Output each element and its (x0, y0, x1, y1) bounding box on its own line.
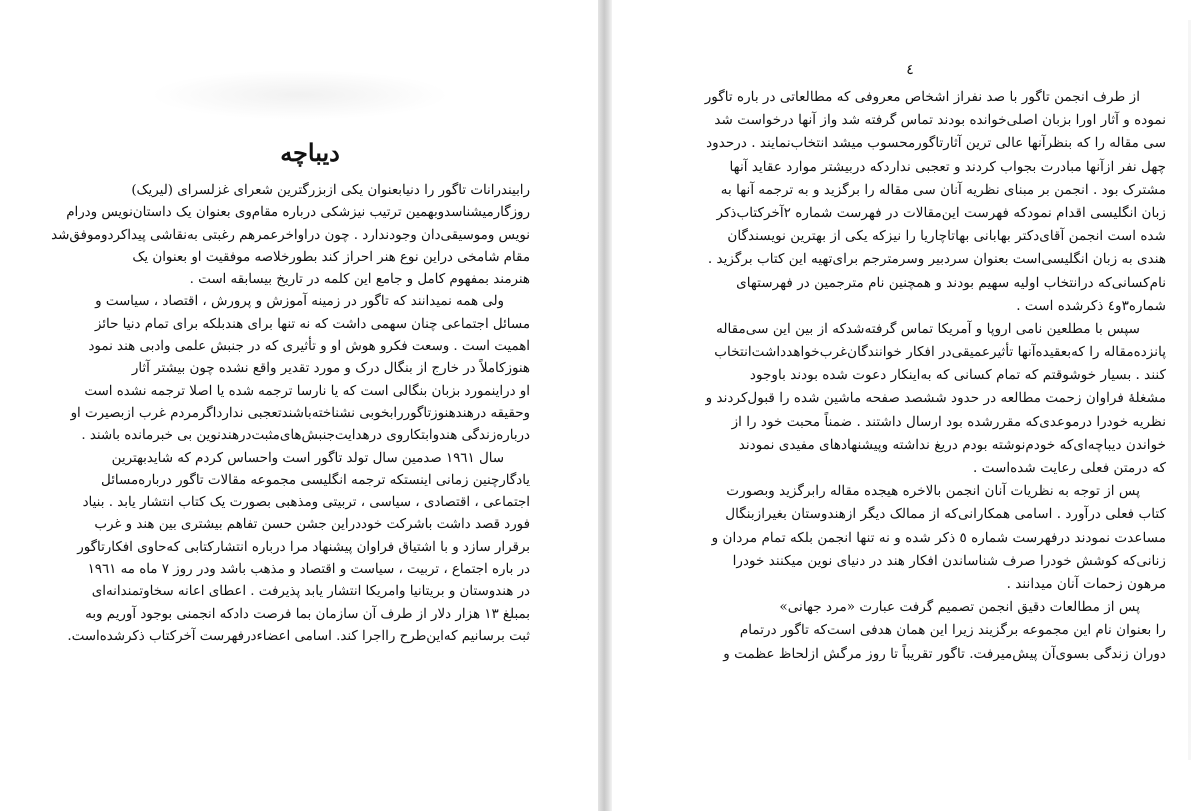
text-line: مرهون زحمات آنان میدانند . (1006, 575, 1166, 592)
right-page-text (664, 86, 1166, 666)
text-line: هنوزکاملاً در خارج از بنگال درک و مورد تقدیر واقع نشده چون بیشتر آثار (131, 361, 530, 377)
left-page (0, 0, 598, 811)
text-line: سپس با مطلعین نامی اروپا و آمریکا تماس گرفته‌شدکه از بین این سی‌مقاله (716, 320, 1140, 337)
text-line: فورد قصد داشت باشرکت خوددراین جشن حسن تفاهم بیشتری بین هند و غرب (94, 517, 530, 533)
text-line: مساعدت نمودند درفهرست شماره ٥ ذکر شده و نه تنها انجمن بلکه تمام مردان و (711, 529, 1166, 546)
text-line: مسائل اجتماعی چنان سهمی داشت که نه تنها برای هندبلکه برای تمام دنیا حائز (94, 316, 530, 332)
text-line: نویس وموسیقی‌دان وجودندارد . چون دراواخرعمرهم رغبتی به‌نقاشی پیداکردوموفق‌شد (51, 227, 530, 243)
text-line: زنانی‌که کوشش خودرا صرف شناساندن افکار هند در دنیای نوین میکنند خودرا (732, 552, 1166, 569)
scan-edge (1188, 20, 1191, 760)
text-line: پس از مطالعات دقیق انجمن تصمیم گرفت عبارت «مرد جهانی» (779, 599, 1140, 616)
text-line: در باره اجتماع ، تربیت ، سیاست و اقتصاد و مذهب باشد ودر روز ٧ ماه مه ١٩٦١ (87, 562, 530, 578)
text-line: دوران زندگی بسوی‌آن پیش‌میرفت. تاگور تقریباً تا روز مرگش ازلحاظ عظمت و (723, 645, 1166, 662)
scan-smudge (150, 70, 450, 120)
text-line: چهل نفر ازآنها مبادرت بجواب کردند و تعجبی نداردکه دربیشتر موارد عقاید آنها (729, 158, 1166, 175)
text-line: رابیندرانات تاگور را دنیابعنوان یکی ازبزرگترین شعرای غزلسرای (لیریک) (131, 183, 530, 198)
text-line: دربارەزندگی هندوابتکاروی درهدایت‌جنبش‌های‌مثبت‌درهندنوین بی خبرمانده باشند . (81, 428, 530, 444)
text-line: یادگارچنین زمانی اینستکه ترجمه انگلیسی مجموعه مقالات تاگور درباره‌مسائل (101, 472, 530, 488)
left-page-text (51, 180, 530, 648)
text-line: مشترک بود . انجمن بر مبنای نظریه آنان سی مقاله را برگزید و به ترجمه آنها به (720, 181, 1166, 198)
page-title: دیباچه (280, 138, 340, 167)
text-line: زبان انگلیسی اقدام نمودکه فهرست این‌مقالات در فهرست شماره ٢آخرکتاب‌ذکر (716, 204, 1166, 221)
text-line: ثبت برسانیم که‌این‌طرح رااجرا کند. اسامی اعضاءدرفهرست آخرکتاب ذکرشده‌است. (67, 628, 530, 644)
text-line: مقام شامخی دراین نوع هنر احراز کند بطورخلاصه موفقیت او بعنوان یک (132, 249, 530, 265)
text-line: هندی به زبان انگلیسی‌است بعنوان سردبیر وسرمترجم برای‌تهیه این کتاب برگزید . (707, 251, 1166, 268)
text-line: ولی همه نمیدانند که تاگور در زمینه آموزش و پرورش ، اقتصاد ، سیاست و (95, 294, 504, 310)
text-line: بمبلغ ١٣ هزار دلار از طرف آن سازمان بما فرصت دادکه انجمنی بوجود آوریم وبه (85, 606, 530, 622)
text-line: که درمتن فعلی رعایت شده‌است . (972, 460, 1166, 476)
text-line: وحقیقه درهندهنوزتاگوررابخوبی نشناخته‌باشندتعجبی ندارداگرمردم غرب ازبصیرت او (70, 405, 530, 421)
text-line: روزگارمیشناسدوبهمین ترتیب نیزشکی درباره مقام‌وی بعنوان یک داستان‌نویس ودرام (66, 205, 530, 221)
text-line: نموده و آثار اورا بزبان اصلی‌خوانده بودند تماس گرفته شد واز آنها درخواست شد (714, 112, 1166, 129)
text-line: اهمیت است . وسعت فکرو هوش او و تأثیری که در جنبش علمی وادبی هند نمود (88, 339, 530, 355)
text-line: از طرف انجمن تاگور با صد نفراز اشخاص معروفی که مطالعاتی در باره تاگور (704, 89, 1140, 105)
text-line: پانزده‌مقاله را که‌بعقیده‌آنها تأثیرعمیقی‌در افکار خوانندگان‌غرب‌خواهدداشت‌انتخاب (714, 344, 1166, 361)
text-line: شده است انجمن آقای‌دکتر بهابانی بهاتاچاریا را نیزکه یکی از بهترین نویسندگان (727, 228, 1166, 245)
text-line: هنرمند بمفهوم کامل و جامع این کلمه در تاریخ بیسابقه است . (189, 272, 530, 288)
text-line: نظریه خودرا درموعدی‌که مقررشده بود ارسال داشتند . ضمناً محبت خود را از (731, 413, 1166, 430)
text-line: در هندوستان و بریتانیا وامریکا انتشار یابد پذیرفت . اعطای اعانه سخاوتمندانه‌ای (91, 584, 530, 600)
text-line: نام‌کسانی‌که درانتخاب اولیه سهیم بودند و همچنین نام مترجمین در فهرستهای (736, 274, 1166, 291)
text-line: را بعنوان نام این مجموعه برگزیند زیرا این همان هدفی است‌که تاگور درتمام (739, 622, 1166, 639)
text-line: کتاب فعلی درآورد . اسامی همکارانی‌که از ممالک دیگر ازهندوستان بغیرازبنگال (725, 506, 1166, 523)
page-number: ٤ (906, 62, 914, 78)
text-line: او دراینمورد بزبان بنگالی است که یا نارسا ترجمه شده یا اصلا ترجمه نشده است (84, 383, 530, 399)
book-gutter (598, 0, 612, 811)
text-line: پس از توجه به نظریات آنان انجمن بالاخره هیجده مقاله رابرگزید وبصورت (726, 483, 1140, 500)
text-line: برقرار سازد و با اشتیاق فراوان پیشنهاد مرا درباره انتشارکتابی که‌حاوی افکارتاگور (77, 539, 530, 555)
text-line: خواندن دیباچه‌ای‌که خودم‌نوشته بودم دریغ نداشته وپیشنهادهای مفیدی نمودند (738, 436, 1166, 453)
text-line: سال ١٩٦١ صدمین سال تولد تاگور است واحساس کردم که شایدبهترین (111, 450, 504, 466)
text-line: اجتماعی ، اقتصادی ، سیاسی ، تربیتی ومذهبی بصورت یک کتاب انتشار یابد . بنیاد (82, 495, 530, 511)
text-line: کنند . بسیار خوشوقتم که تمام کسانی که به‌اینکار دعوت شده بودند باوجود (749, 367, 1166, 384)
text-line: مشغلهٔ فراوان زحمت مطالعه در حدود ششصد صفحه ماشین شده را قبول‌کردند و (705, 390, 1166, 407)
text-line: سی مقاله را که بنظرآنها عالی ترین آثارتاگورمحسوب میشد انتخاب‌نمایند . درحدود (706, 135, 1166, 152)
text-line: شماره٣و٤ ذکرشده است . (1016, 297, 1166, 314)
right-page (612, 0, 1197, 811)
